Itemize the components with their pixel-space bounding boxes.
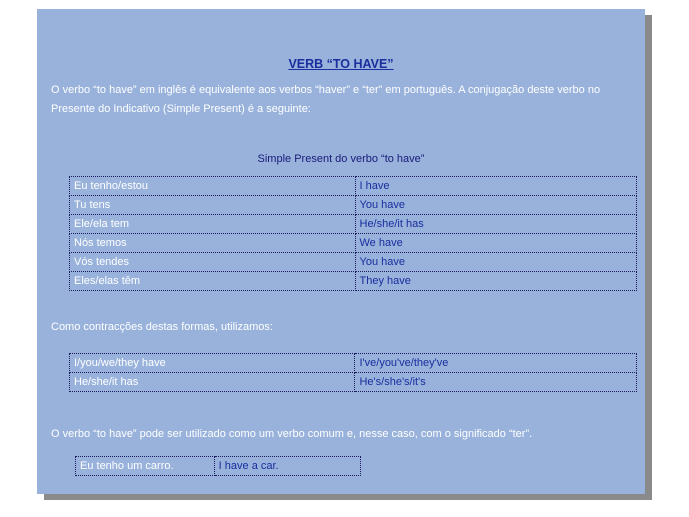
table-row: [70, 373, 637, 392]
english-cell: I have a car.: [214, 457, 360, 476]
contractions-intro: Como contracções destas formas, utilizamos:: [51, 321, 273, 333]
english-cell: You have: [355, 253, 637, 272]
english-cell: I've/you've/they've: [355, 354, 637, 373]
table-row: [70, 234, 637, 253]
portuguese-cell: Nós temos: [70, 234, 356, 253]
table-row: [70, 354, 637, 373]
portuguese-cell: Eu tenho um carro.: [76, 457, 215, 476]
table-row: [70, 215, 637, 234]
english-cell: You have: [355, 196, 637, 215]
portuguese-cell: I/you/we/they have: [70, 354, 355, 373]
portuguese-cell: Eles/elas têm: [70, 272, 356, 291]
table-row: [70, 196, 637, 215]
portuguese-cell: Tu tens: [70, 196, 356, 215]
example-table: [75, 456, 361, 476]
table-row: [76, 457, 361, 476]
intro-paragraph: O verbo “to have” em inglês é equivalente aos verbos “haver” e “ter” em português. A conjugação deste verbo no Presente do Indicativo (Simple Present) é a seguinte:: [51, 84, 601, 115]
table-row: [70, 177, 637, 196]
portuguese-cell: He/she/it has: [70, 373, 355, 392]
portuguese-cell: Ele/ela tem: [70, 215, 356, 234]
english-cell: They have: [355, 272, 637, 291]
portuguese-cell: Eu tenho/estou: [70, 177, 356, 196]
page-title: VERB “TO HAVE”: [288, 57, 394, 71]
conjugation-table: [69, 176, 637, 291]
usage-paragraph: O verbo “to have” pode ser utilizado como um verbo comum e, nesse caso, com o significado “ter”.: [51, 428, 533, 440]
slide-page: [37, 9, 645, 494]
portuguese-cell: Vós tendes: [70, 253, 356, 272]
contractions-table: [69, 353, 637, 392]
english-cell: He/she/it has: [355, 215, 637, 234]
english-cell: We have: [355, 234, 637, 253]
table-row: [70, 253, 637, 272]
table-row: [70, 272, 637, 291]
english-cell: He's/she's/it's: [355, 373, 637, 392]
conjugation-caption: Simple Present do verbo “to have”: [257, 153, 425, 165]
english-cell: I have: [355, 177, 637, 196]
